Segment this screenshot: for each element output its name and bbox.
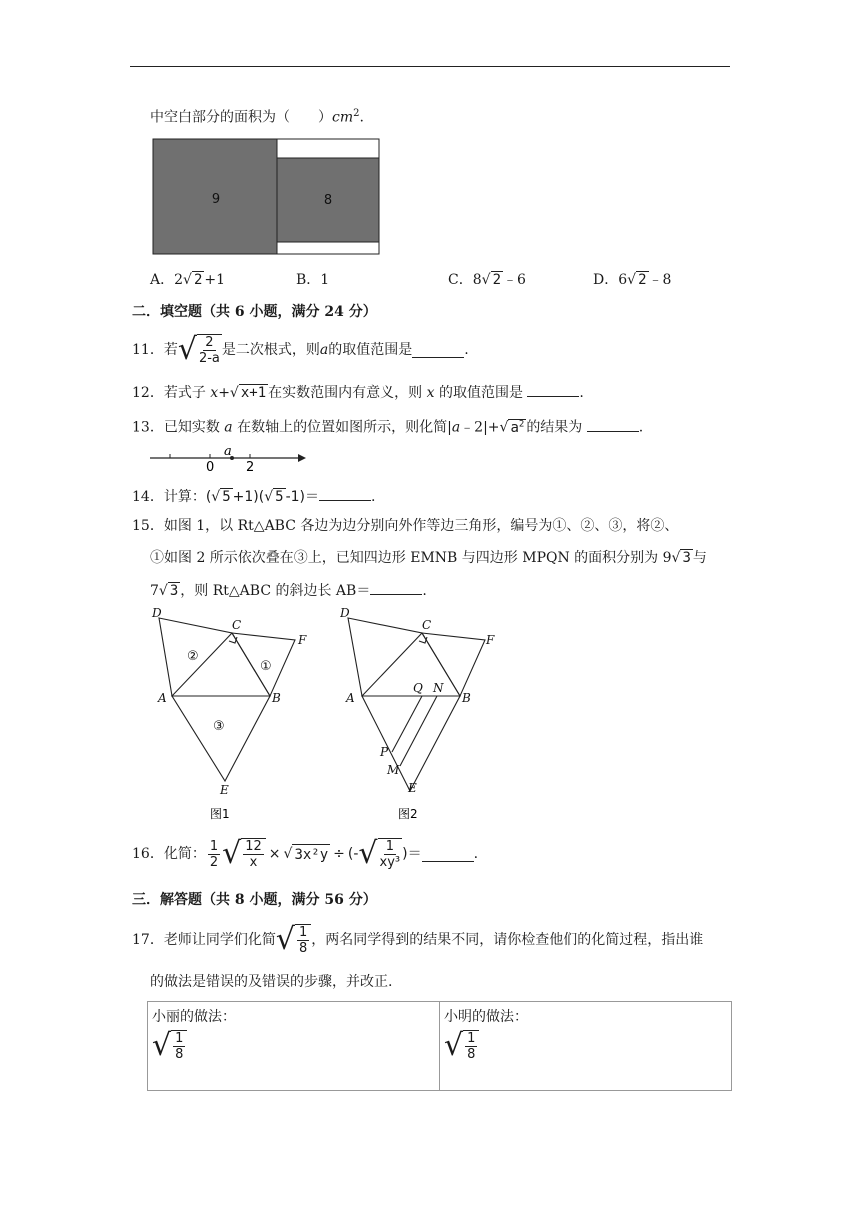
answer-blank-11 [412, 343, 464, 358]
answer-blank-15 [370, 580, 422, 595]
svg-text:N: N [433, 681, 444, 695]
svg-text:C: C [422, 618, 432, 632]
svg-text:图1: 图1 [210, 807, 230, 821]
svg-text:①: ① [260, 659, 272, 674]
number-line [148, 442, 308, 474]
svg-text:B: B [462, 691, 471, 705]
svg-text:E: E [220, 783, 229, 797]
section-title-fill-blank: 二．填空题（共 6 小题，满分 24 分） [132, 304, 377, 320]
section-title-solve: 三．解答题（共 8 小题，满分 56 分） [132, 892, 377, 908]
xiaoli-expression: √ $\frac{1}{8}$ [152, 1030, 435, 1062]
answer-blank-16 [422, 847, 474, 862]
svg-text:B: B [272, 691, 281, 705]
xiaoli-title: 小丽的做法： [152, 1009, 236, 1025]
xiaoming-cell [440, 1002, 732, 1091]
svg-text:A: A [158, 691, 167, 705]
question-14: 14．计算：(√ 5 +1)(√ 5 -1)＝ . [132, 486, 375, 507]
answer-blank-14 [319, 486, 371, 501]
svg-text:图2: 图2 [398, 807, 418, 821]
svg-text:D: D [152, 606, 162, 620]
svg-text:A: A [346, 691, 355, 705]
question-12: 12．若式子 x+√ x+1 在实数范围内有意义，则 x 的取值范围是 . [132, 382, 584, 403]
q10-option-b: B．1 [296, 272, 330, 288]
svg-text:C: C [232, 618, 242, 632]
svg-text:E: E [408, 781, 417, 795]
svg-text:2: 2 [246, 460, 255, 474]
square-big-label: 9 [211, 192, 221, 207]
header-rule [130, 66, 730, 67]
svg-text:F: F [486, 633, 495, 647]
answer-blank-13 [587, 417, 639, 432]
svg-text:P: P [380, 745, 389, 759]
svg-text:0: 0 [206, 460, 215, 474]
answer-blank-12 [527, 382, 579, 397]
svg-text:F: F [298, 633, 307, 647]
question-17-line-2: 的做法是错误的及错误的步骤，并改正. [150, 974, 393, 990]
q10-option-c: C．8√ 2 ﹣6 [448, 272, 526, 288]
question-15-line-3: 7√ 3 ，则 Rt△ABC 的斜边长 AB＝ . [150, 580, 427, 601]
question-11: 11． 若 √ $\frac{2}{2-a}$ 是二次根式，则 a 的取值范围是 . [132, 332, 469, 367]
xiaoming-expression: √ $\frac{1}{8}$ [444, 1030, 727, 1062]
svg-text:M: M [387, 763, 400, 777]
figure-1 [150, 604, 320, 824]
q10-option-d: D．6√ 2 ﹣8 [593, 272, 672, 288]
svg-text:②: ② [187, 649, 199, 664]
svg-text:D: D [340, 606, 350, 620]
svg-text:a: a [224, 444, 232, 459]
q10-figure [150, 136, 384, 258]
svg-text:③: ③ [213, 719, 225, 734]
q10-option-a: A．2√ 2 +1 [150, 272, 226, 288]
question-13: 13．已知实数 a 在数轴上的位置如图所示，则化简|a﹣2|+√ $a^2$ 的结果为 . [132, 414, 643, 438]
solutions-table [147, 1001, 732, 1091]
svg-text:Q: Q [413, 681, 423, 695]
question-15-line-2: ①如图 2 所示依次叠在③上，已知四边形 EMNB 与四边形 MPQN 的面积分别为 9√ 3 与 [150, 550, 707, 566]
xiaoli-cell [148, 1002, 440, 1091]
figure-2 [340, 604, 510, 824]
xiaoming-title: 小明的做法： [444, 1009, 528, 1025]
question-15-line-1: 15．如图 1，以 Rt△ABC 各边为边分别向外作等边三角形，编号为①、②、③，将②、 [132, 518, 679, 534]
question-16: 16． 化简： $\frac{1}{2}$ √ $\frac{12}{x}$ × √ 3x²y ÷ (- √ $\frac{1}{\text{xy³}}$ ) ＝ . [132, 836, 479, 871]
square-small-label: 8 [323, 193, 333, 208]
q10-stem: 中空白部分的面积为（ ）$cm^2$. [150, 108, 364, 126]
question-17-line-1: 17． 老师让同学们化简 √ $\frac{1}{8}$ ，两名同学得到的结果不同，请你检查他们的化简过程，指出谁 [132, 922, 704, 957]
